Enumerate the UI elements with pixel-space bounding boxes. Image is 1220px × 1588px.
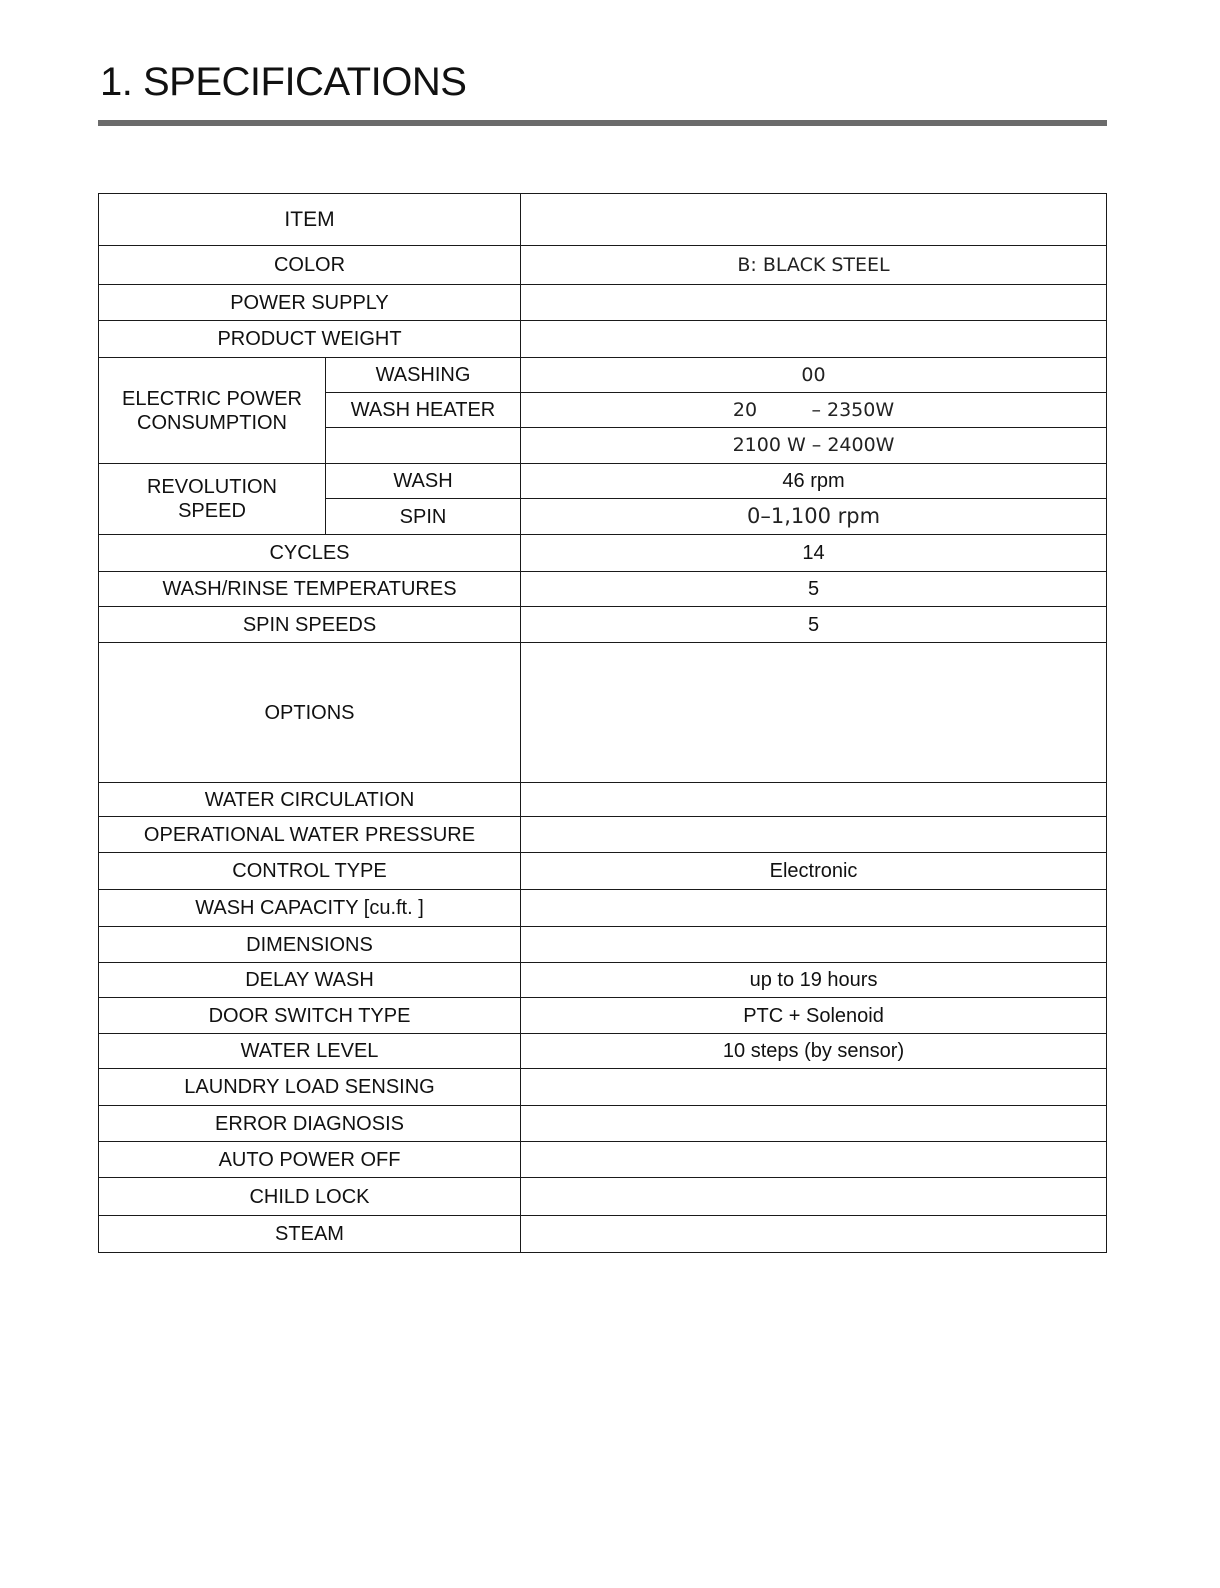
row-value — [521, 1106, 1107, 1142]
row-value: 2100 W – 2400W — [521, 428, 1107, 464]
heading-divider — [98, 120, 1107, 126]
table-row-cycles — [99, 535, 1107, 572]
table-row-dimensions — [99, 927, 1107, 963]
table-row-water-circulation — [99, 783, 1107, 817]
electric-power-label-line2: CONSUMPTION — [137, 411, 287, 434]
row-value: 0–1,100 rpm — [521, 499, 1107, 535]
row-label: SPIN SPEEDS — [99, 607, 521, 643]
row-value: 10 steps (by sensor) — [521, 1034, 1107, 1069]
revolution-speed-label — [99, 464, 326, 535]
row-label: COLOR — [99, 246, 521, 285]
row-value — [521, 285, 1107, 321]
sub-label-spin: SPIN — [326, 499, 521, 535]
row-value — [521, 1178, 1107, 1216]
table-row-electric-washing — [99, 358, 1107, 393]
row-value: PTC + Solenoid — [521, 998, 1107, 1034]
item-header: ITEM — [99, 194, 521, 246]
page-title: 1. SPECIFICATIONS — [100, 60, 467, 104]
row-value: 5 — [521, 572, 1107, 607]
table-row-revolution-wash — [99, 464, 1107, 499]
row-value — [521, 890, 1107, 927]
revolution-speed-label-line2: SPEED — [178, 500, 246, 522]
table-row-door-switch-type — [99, 998, 1107, 1034]
row-value — [521, 1069, 1107, 1106]
table-row-delay-wash — [99, 963, 1107, 998]
row-value — [521, 817, 1107, 853]
row-label: LAUNDRY LOAD SENSING — [99, 1069, 521, 1106]
table-row-color — [99, 246, 1107, 285]
row-value: 14 — [521, 535, 1107, 572]
row-value: B: BLACK STEEL — [521, 246, 1107, 285]
electric-power-label — [99, 358, 326, 464]
row-label: DIMENSIONS — [99, 927, 521, 963]
row-label: WATER LEVEL — [99, 1034, 521, 1069]
row-value — [521, 643, 1107, 783]
table-row-wash-capacity — [99, 890, 1107, 927]
row-label: DELAY WASH — [99, 963, 521, 998]
table-row-spin-speeds — [99, 607, 1107, 643]
table-row-power-supply — [99, 285, 1107, 321]
row-value: 00 — [521, 358, 1107, 393]
row-value: 46 rpm — [521, 464, 1107, 499]
row-value: 20 – 2350W — [521, 393, 1107, 428]
row-label: AUTO POWER OFF — [99, 1142, 521, 1178]
table-row-auto-power-off — [99, 1142, 1107, 1178]
table-row-wash-rinse-temperatures — [99, 572, 1107, 607]
row-value — [521, 321, 1107, 358]
row-label: CONTROL TYPE — [99, 853, 521, 890]
table-row-control-type — [99, 853, 1107, 890]
row-value: 5 — [521, 607, 1107, 643]
table-row-options — [99, 643, 1107, 783]
row-label: ERROR DIAGNOSIS — [99, 1106, 521, 1142]
row-value — [521, 1216, 1107, 1253]
table-row-water-level — [99, 1034, 1107, 1069]
table-row-steam — [99, 1216, 1107, 1253]
row-value — [521, 783, 1107, 817]
row-label: CYCLES — [99, 535, 521, 572]
specifications-table — [98, 193, 1107, 1253]
table-row-error-diagnosis — [99, 1106, 1107, 1142]
table-header-row — [99, 194, 1107, 246]
row-value — [521, 927, 1107, 963]
sub-label-wash: WASH — [326, 464, 521, 499]
row-label: STEAM — [99, 1216, 521, 1253]
row-label: POWER SUPPLY — [99, 285, 521, 321]
row-label: WASH CAPACITY [cu.ft. ] — [99, 890, 521, 927]
sub-label-empty — [326, 428, 521, 464]
row-value — [521, 1142, 1107, 1178]
table-row-operational-water-pressure — [99, 817, 1107, 853]
table-row-child-lock — [99, 1178, 1107, 1216]
electric-power-label-line1: ELECTRIC POWER — [121, 387, 303, 410]
row-label: OPTIONS — [99, 643, 521, 783]
row-label: DOOR SWITCH TYPE — [99, 998, 521, 1034]
row-label: OPERATIONAL WATER PRESSURE — [99, 817, 521, 853]
table-row-product-weight — [99, 321, 1107, 358]
row-label: PRODUCT WEIGHT — [99, 321, 521, 358]
row-label: CHILD LOCK — [99, 1178, 521, 1216]
revolution-speed-label-line1: REVOLUTION — [146, 476, 278, 498]
row-value: up to 19 hours — [521, 963, 1107, 998]
row-label: WATER CIRCULATION — [99, 783, 521, 817]
table-row-laundry-load-sensing — [99, 1069, 1107, 1106]
row-value: Electronic — [521, 853, 1107, 890]
row-label: WASH/RINSE TEMPERATURES — [99, 572, 521, 607]
sub-label-wash-heater: WASH HEATER — [326, 393, 521, 428]
value-header — [521, 194, 1107, 246]
sub-label-washing: WASHING — [326, 358, 521, 393]
